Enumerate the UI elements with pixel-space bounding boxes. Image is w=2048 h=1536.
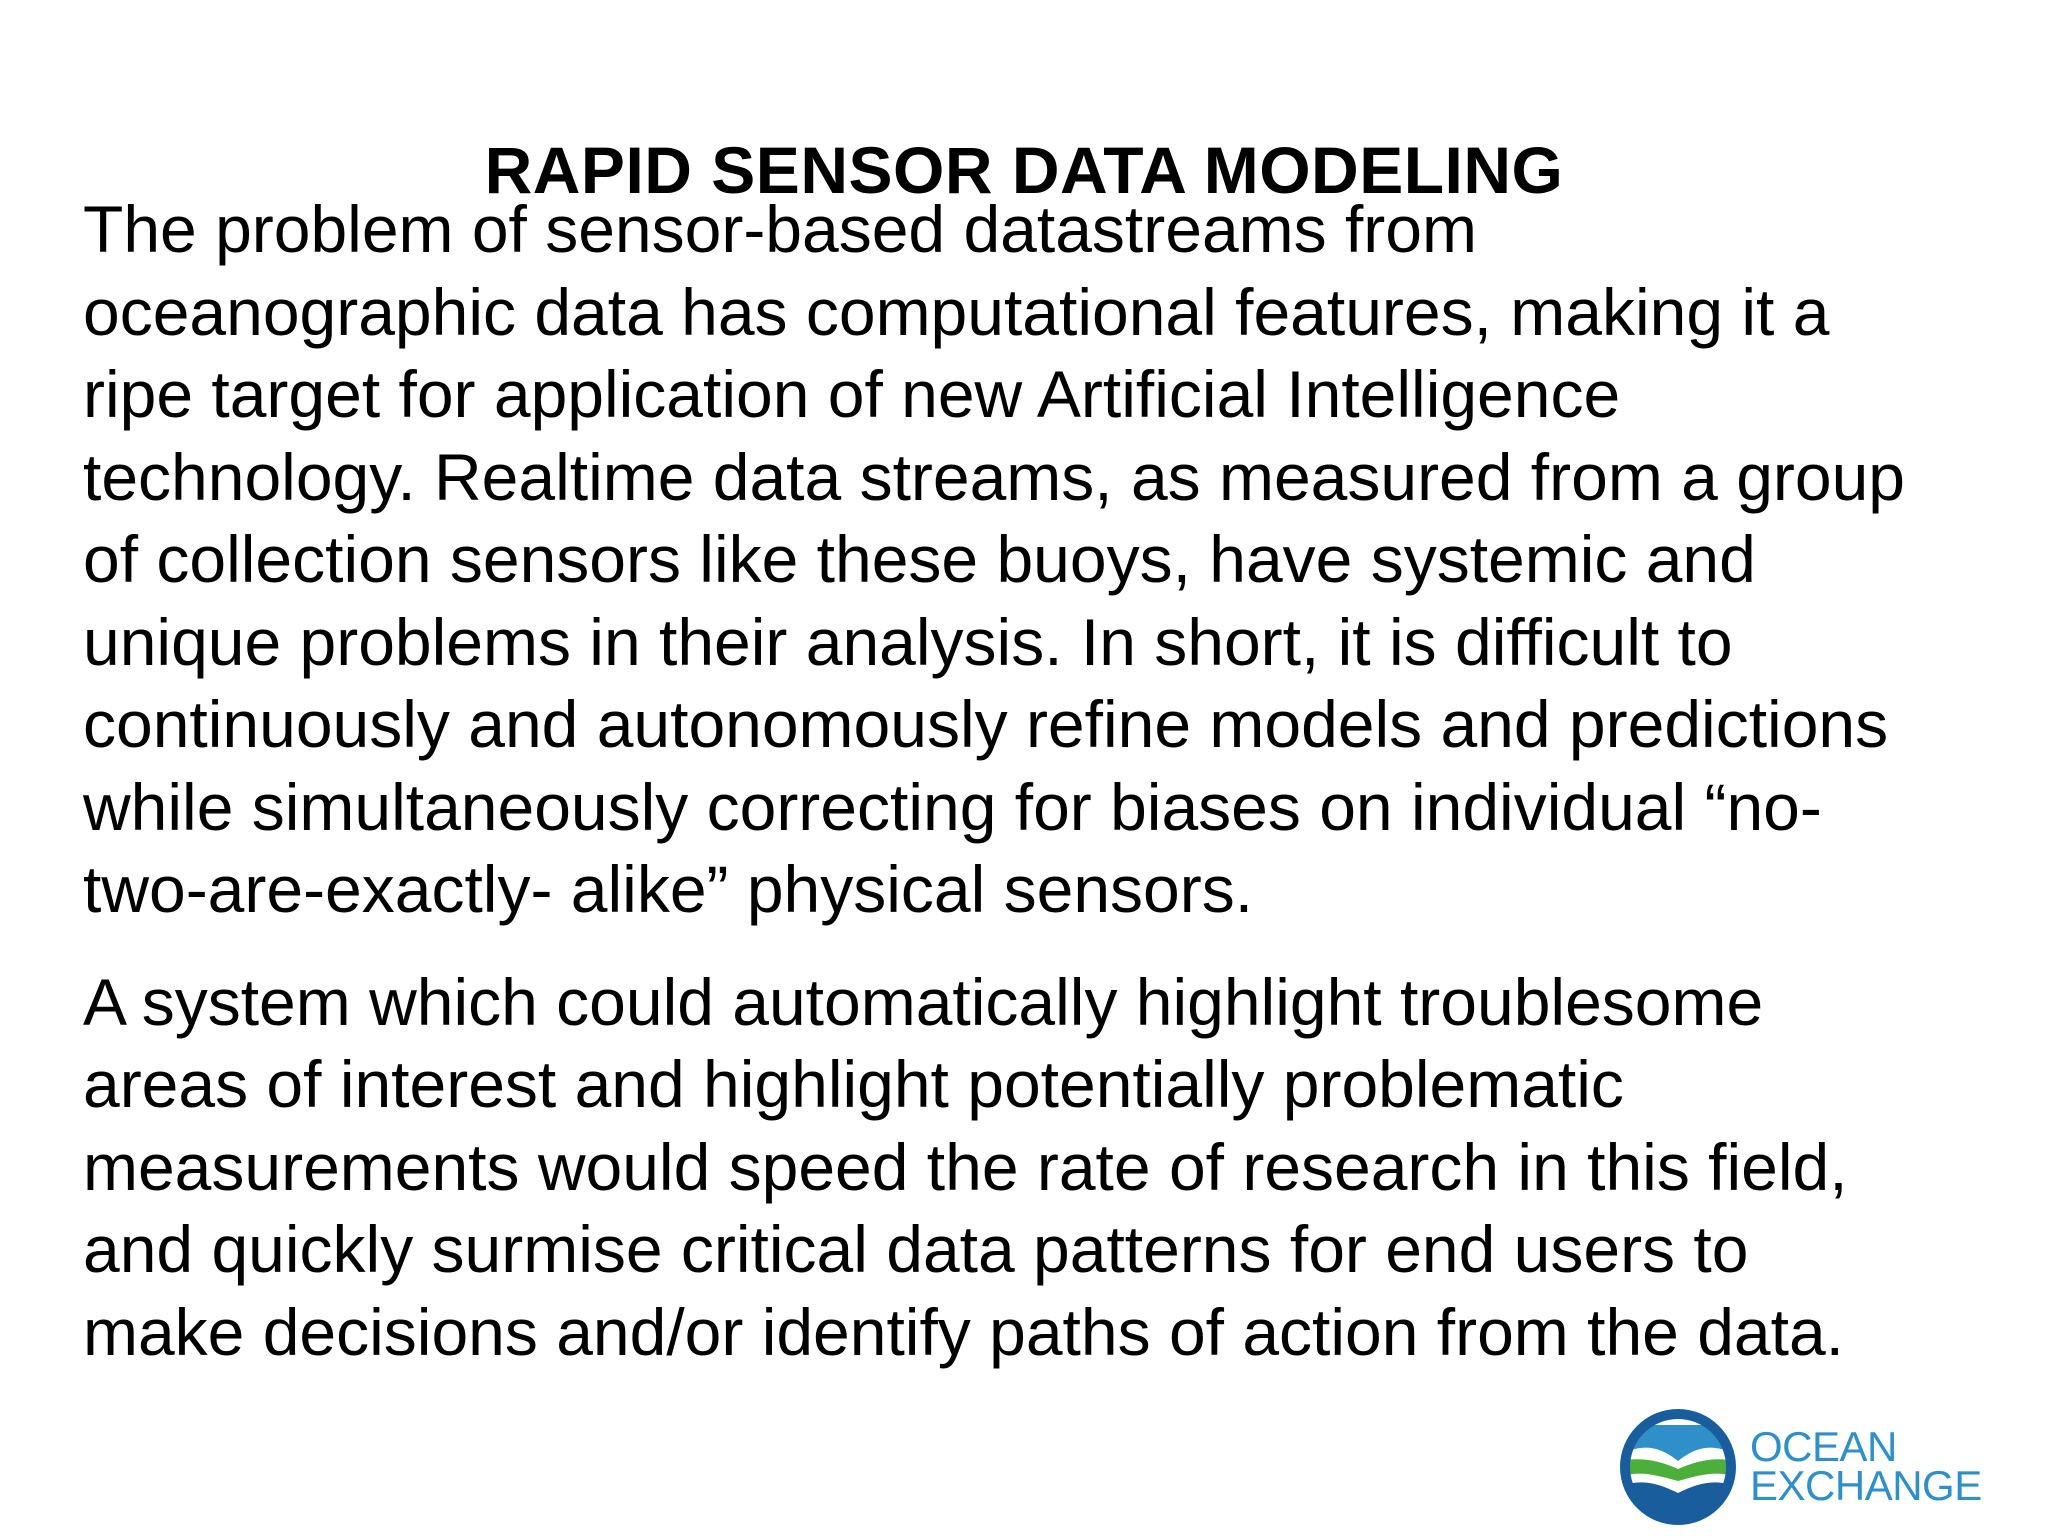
logo-text-exchange: EXCHANGE [1750,1462,1982,1509]
slide-body [83,188,2033,1373]
ocean-exchange-globe-icon [1616,1405,1740,1529]
body-paragraph-1: The problem of sensor-based datastreams from oceanographic data has computational features, making it a ripe target for application of new Artificial Intelligence technology. Realtime data streams, as measured from a group of collection sensors like these buoys, have systemic and unique problems in their analysis. In short, it is difficult to continuously and autonomously refine models and predictions while simultaneously correcting for biases on individual “no- two-are-exactly- alike” physical sensors. [83,192,1905,926]
ocean-exchange-logo [1616,1405,2016,1529]
logo-text-ocean: OCEAN [1750,1423,1897,1470]
slide-title: RAPID SENSOR DATA MODELING [484,133,1564,208]
body-paragraph-2: A system which could automatically highlight troublesome areas of interest and highlight potentially problematic measurements would speed the rate of research in this field, and quickly surmise critical data patterns for end users to make decisions and/or identify paths of action from the data. [83,964,1848,1369]
logo-wordmark [1750,1423,1982,1509]
